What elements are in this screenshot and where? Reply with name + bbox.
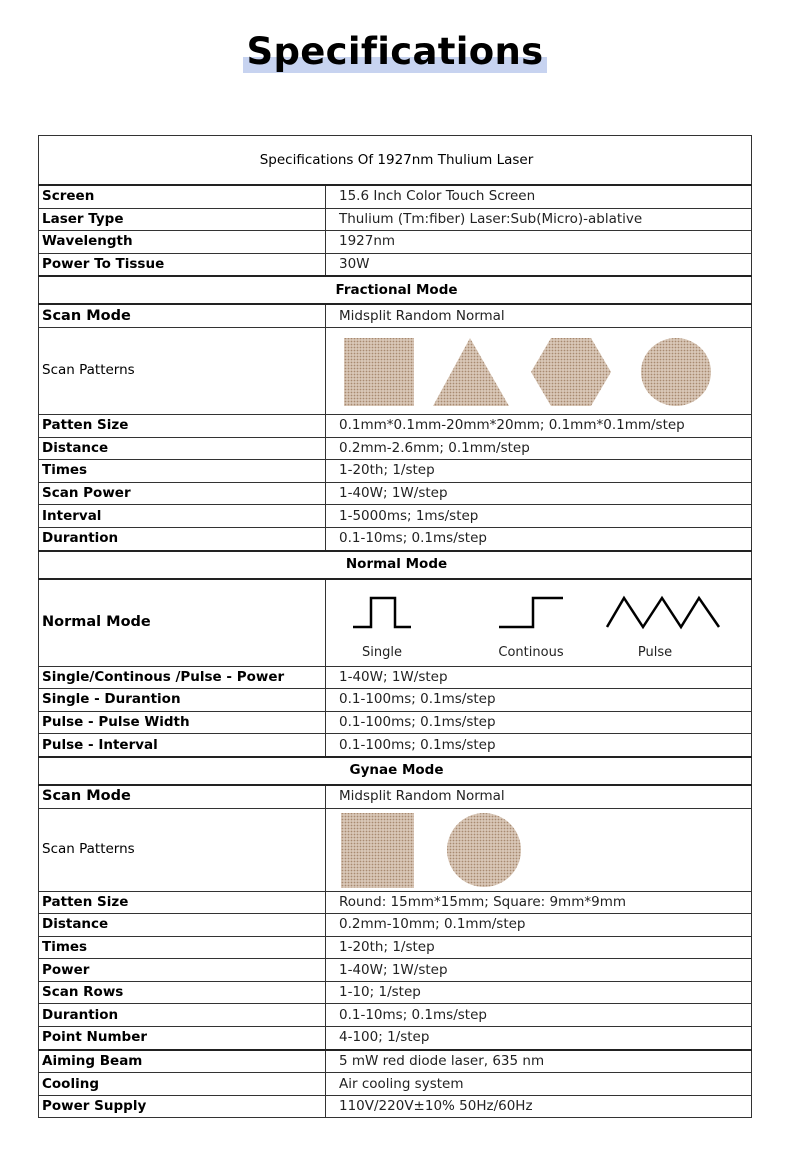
waveform-label: Single bbox=[362, 644, 402, 660]
table-row bbox=[39, 734, 752, 757]
row-value: 110V/220V±10% 50Hz/60Hz bbox=[326, 1095, 752, 1118]
circle-pattern-icon bbox=[447, 813, 521, 887]
row-label: Normal Mode bbox=[39, 579, 326, 667]
table-row bbox=[39, 1050, 752, 1073]
page-title bbox=[243, 28, 548, 76]
row-label: Screen bbox=[39, 185, 326, 208]
row-label: Patten Size bbox=[39, 414, 326, 437]
row-label: Durantion bbox=[39, 527, 326, 550]
row-value: 0.1-10ms; 0.1ms/step bbox=[326, 1004, 752, 1027]
row-label: Scan Patterns bbox=[39, 808, 326, 891]
row-label: Power bbox=[39, 959, 326, 982]
scan-patterns-graphic bbox=[329, 328, 749, 414]
table-row bbox=[39, 711, 752, 734]
row-label: Single/Continous /Pulse - Power bbox=[39, 666, 326, 689]
hexagon-pattern-icon bbox=[531, 338, 611, 406]
waveforms-graphic bbox=[329, 580, 749, 666]
table-row bbox=[39, 1095, 752, 1118]
row-value: 1-5000ms; 1ms/step bbox=[326, 505, 752, 528]
row-value: 0.2mm-2.6mm; 0.1mm/step bbox=[326, 437, 752, 460]
row-value: 1-40W; 1W/step bbox=[326, 959, 752, 982]
table-row bbox=[39, 437, 752, 460]
row-value: Air cooling system bbox=[326, 1073, 752, 1096]
row-label: Distance bbox=[39, 437, 326, 460]
section-fractional-mode: Fractional Mode bbox=[39, 276, 752, 304]
table-row bbox=[39, 914, 752, 937]
row-label: Scan Mode bbox=[39, 785, 326, 808]
section-gynae-mode: Gynae Mode bbox=[39, 757, 752, 785]
table-row bbox=[39, 482, 752, 505]
square-pattern-icon bbox=[344, 338, 414, 406]
square-pattern-icon bbox=[341, 813, 414, 888]
scan-patterns-cell bbox=[326, 327, 752, 414]
row-value: Round: 15mm*15mm; Square: 9mm*9mm bbox=[326, 891, 752, 914]
row-value: 1-40W; 1W/step bbox=[326, 482, 752, 505]
row-label: Distance bbox=[39, 914, 326, 937]
row-label: Durantion bbox=[39, 1004, 326, 1027]
row-label: Times bbox=[39, 936, 326, 959]
table-row bbox=[39, 304, 752, 327]
row-label: Single - Durantion bbox=[39, 689, 326, 712]
row-value: 1-20th; 1/step bbox=[326, 460, 752, 483]
normal-mode-row bbox=[39, 579, 752, 667]
scan-patterns-row bbox=[39, 808, 752, 891]
table-row bbox=[39, 1004, 752, 1027]
table-row bbox=[39, 414, 752, 437]
table-title: Specifications Of 1927nm Thulium Laser bbox=[39, 136, 752, 186]
row-label: Aiming Beam bbox=[39, 1050, 326, 1073]
waveform-label: Continous bbox=[498, 644, 564, 660]
table-row bbox=[39, 231, 752, 254]
spec-table bbox=[38, 135, 752, 1118]
row-value: 1-40W; 1W/step bbox=[326, 666, 752, 689]
row-label: Interval bbox=[39, 505, 326, 528]
row-value: 1-20th; 1/step bbox=[326, 936, 752, 959]
scan-patterns-graphic bbox=[329, 809, 749, 891]
table-row bbox=[39, 785, 752, 808]
row-value: 0.1-100ms; 0.1ms/step bbox=[326, 711, 752, 734]
row-label: Cooling bbox=[39, 1073, 326, 1096]
row-value: 0.1mm*0.1mm-20mm*20mm; 0.1mm*0.1mm/step bbox=[326, 414, 752, 437]
row-value: 0.2mm-10mm; 0.1mm/step bbox=[326, 914, 752, 937]
table-row bbox=[39, 1027, 752, 1050]
row-value: 0.1-100ms; 0.1ms/step bbox=[326, 689, 752, 712]
triangle-pattern-icon bbox=[433, 338, 509, 406]
row-label: Scan Rows bbox=[39, 981, 326, 1004]
row-label: Power Supply bbox=[39, 1095, 326, 1118]
row-label: Pulse - Pulse Width bbox=[39, 711, 326, 734]
table-row bbox=[39, 208, 752, 231]
pulse-waveform-icon bbox=[607, 598, 719, 627]
row-value: 4-100; 1/step bbox=[326, 1027, 752, 1050]
scan-patterns-row bbox=[39, 327, 752, 414]
row-value: 15.6 Inch Color Touch Screen bbox=[326, 185, 752, 208]
row-value: Thulium (Tm:fiber) Laser:Sub(Micro)-ablative bbox=[326, 208, 752, 231]
row-value: 0.1-10ms; 0.1ms/step bbox=[326, 527, 752, 550]
scan-patterns-cell bbox=[326, 808, 752, 891]
row-label: Patten Size bbox=[39, 891, 326, 914]
row-value: 1-10; 1/step bbox=[326, 981, 752, 1004]
table-row bbox=[39, 936, 752, 959]
continous-waveform-icon bbox=[499, 598, 563, 627]
table-row bbox=[39, 981, 752, 1004]
table-row bbox=[39, 505, 752, 528]
table-row bbox=[39, 527, 752, 550]
table-row bbox=[39, 185, 752, 208]
table-row bbox=[39, 891, 752, 914]
table-row bbox=[39, 1073, 752, 1096]
row-label: Scan Power bbox=[39, 482, 326, 505]
row-label: Wavelength bbox=[39, 231, 326, 254]
row-label: Pulse - Interval bbox=[39, 734, 326, 757]
table-row bbox=[39, 253, 752, 276]
table-row bbox=[39, 689, 752, 712]
row-value: 30W bbox=[326, 253, 752, 276]
section-normal-mode: Normal Mode bbox=[39, 551, 752, 579]
row-value: Midsplit Random Normal bbox=[326, 785, 752, 808]
table-row bbox=[39, 959, 752, 982]
table-row bbox=[39, 666, 752, 689]
single-waveform-icon bbox=[353, 598, 411, 627]
row-value: 0.1-100ms; 0.1ms/step bbox=[326, 734, 752, 757]
waveform-label: Pulse bbox=[637, 644, 673, 660]
row-label: Laser Type bbox=[39, 208, 326, 231]
row-label: Power To Tissue bbox=[39, 253, 326, 276]
waveforms-cell bbox=[326, 579, 752, 667]
table-row bbox=[39, 460, 752, 483]
page-title-wrap bbox=[0, 28, 790, 76]
row-value: 1927nm bbox=[326, 231, 752, 254]
row-value: Midsplit Random Normal bbox=[326, 304, 752, 327]
row-value: 5 mW red diode laser, 635 nm bbox=[326, 1050, 752, 1073]
row-label: Point Number bbox=[39, 1027, 326, 1050]
page-title-text: Specifications bbox=[246, 30, 544, 73]
row-label: Scan Mode bbox=[39, 304, 326, 327]
circle-pattern-icon bbox=[641, 338, 711, 406]
row-label: Scan Patterns bbox=[39, 327, 326, 414]
row-label: Times bbox=[39, 460, 326, 483]
